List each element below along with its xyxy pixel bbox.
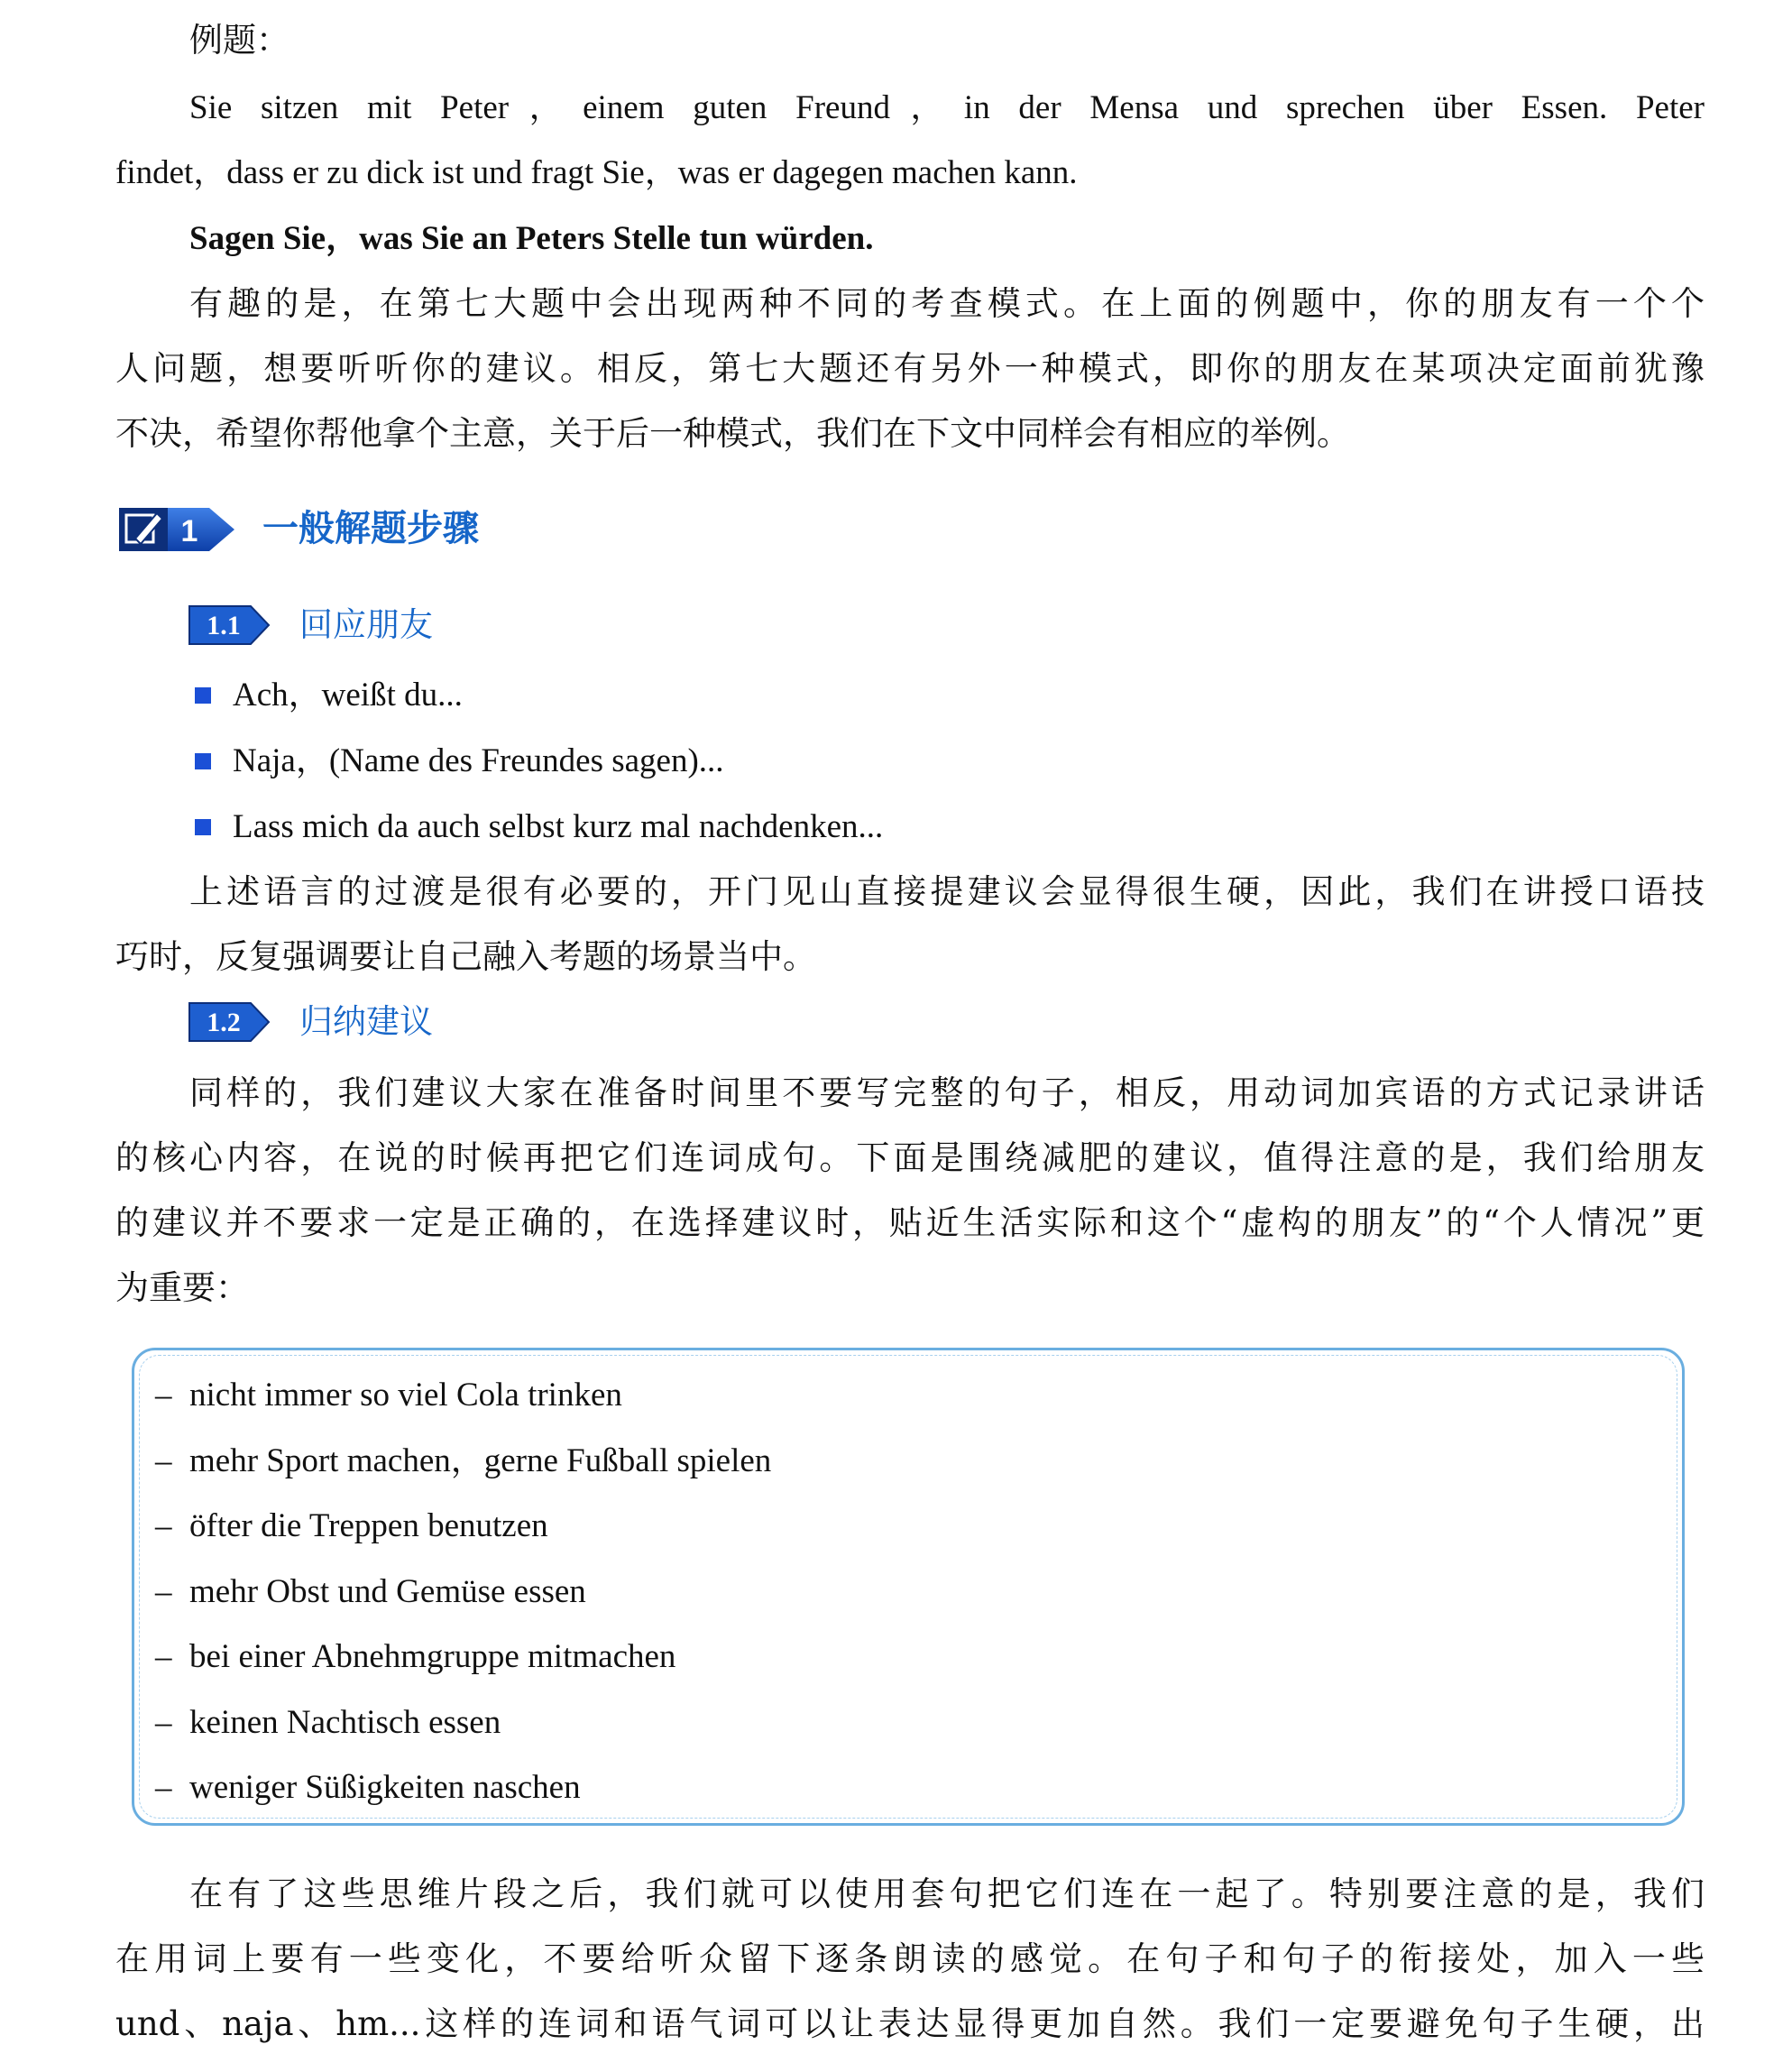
intro-line-2: 人问题，想要听听你的建议。相反，第七大题还有另外一种模式，即你的朋友在某项决定面前犹豫 (115, 349, 1705, 388)
suggestion-item (155, 1635, 675, 1680)
suggestion-text: mehr Sport machen，gerne Fußball spielen (189, 1441, 772, 1479)
section-1-1-number: 1.1 (207, 611, 241, 640)
suggestion-dash: – (155, 1703, 172, 1741)
suggestion-item (155, 1765, 581, 1810)
suggestion-item (155, 1570, 586, 1615)
intro-line-3: 不决，希望你帮他拿个主意，关于后一种模式，我们在下文中同样会有相应的举例。 (115, 414, 1350, 453)
closing-line-1: 在有了这些思维片段之后，我们就可以使用套句把它们连在一起了。特别要注意的是，我们 (189, 1874, 1705, 1913)
bullet-item-3: Lass mich da auch selbst kurz mal nachdenken... (233, 808, 884, 845)
suggestion-item (155, 1504, 548, 1549)
suggestion-item (155, 1373, 622, 1418)
section-1-title: 一般解题步骤 (262, 508, 479, 549)
suggestion-dash: – (155, 1377, 172, 1414)
bullet-marker (195, 819, 211, 835)
section-1-badge (115, 501, 242, 558)
suggestion-text: weniger Süßigkeiten naschen (189, 1769, 581, 1806)
suggestion-text: keinen Nachtisch essen (189, 1703, 501, 1741)
bullet-marker (195, 687, 211, 704)
section-1-2-para-line-1: 同样的，我们建议大家在准备时间里不要写完整的句子，相反，用动词加宾语的方式记录讲话 (189, 1073, 1705, 1112)
example-scenario-line-1: Sie sitzen mit Peter，einem guten Freund，in der Mensa und sprechen über Essen. Peter (189, 89, 1705, 126)
intro-line-1: 有趣的是，在第七大题中会出现两种不同的考查模式。在上面的例题中，你的朋友有一个个 (189, 284, 1705, 323)
section-1-1-title: 回应朋友 (299, 605, 433, 644)
suggestion-text: öfter die Treppen benutzen (189, 1507, 548, 1544)
suggestion-text: bei einer Abnehmgruppe mitmachen (189, 1638, 676, 1675)
suggestion-dash: – (155, 1572, 172, 1610)
suggestion-dash: – (155, 1769, 172, 1806)
bullet-item-2: Naja，(Name des Freundes sagen)... (233, 742, 724, 779)
suggestion-dash: – (155, 1441, 172, 1479)
suggestion-item (155, 1700, 501, 1745)
suggestion-text: nicht immer so viel Cola trinken (189, 1377, 622, 1414)
suggestion-dash: – (155, 1638, 172, 1675)
section-1-1-para-line-2: 巧时，反复强调要让自己融入考题的场景当中。 (115, 937, 816, 976)
section-1-1-badge (188, 604, 271, 646)
example-label: 例题： (189, 21, 289, 60)
bullet-item-1: Ach，weißt du... (233, 677, 463, 714)
section-1-2-para-line-4: 为重要： (115, 1268, 249, 1307)
section-1-2-badge (188, 1001, 271, 1043)
example-task: Sagen Sie，was Sie an Peters Stelle tun würden. (189, 220, 874, 257)
section-1-2-para-line-3: 的建议并不要求一定是正确的，在选择建议时，贴近生活实际和这个“虚构的朋友”的“个人情况”更 (115, 1203, 1705, 1242)
section-1-number: 1 (180, 514, 198, 548)
suggestion-item (155, 1439, 771, 1484)
section-1-1-para-line-1: 上述语言的过渡是很有必要的，开门见山直接提建议会显得很生硬，因此，我们在讲授口语技 (189, 872, 1705, 911)
suggestion-dash: – (155, 1507, 172, 1544)
closing-line-2: 在用词上要有一些变化，不要给听众留下逐条朗读的感觉。在句子和句子的衔接处，加入一些 (115, 1939, 1705, 1978)
suggestion-text: mehr Obst und Gemüse essen (189, 1572, 586, 1610)
example-scenario-line-2: findet，dass er zu dick ist und fragt Sie，was er dagegen machen kann. (115, 154, 1078, 191)
section-1-2-para-line-2: 的核心内容，在说的时候再把它们连词成句。下面是围绕减肥的建议，值得注意的是，我们给朋友 (115, 1138, 1705, 1177)
bullet-marker (195, 753, 211, 769)
section-1-2-number: 1.2 (207, 1008, 241, 1037)
section-1-2-title: 归纳建议 (299, 1002, 433, 1041)
closing-line-3: und、naja、hm...这样的连词和语气词可以让表达显得更加自然。我们一定要避免句子生硬，出 (115, 2004, 1705, 2043)
